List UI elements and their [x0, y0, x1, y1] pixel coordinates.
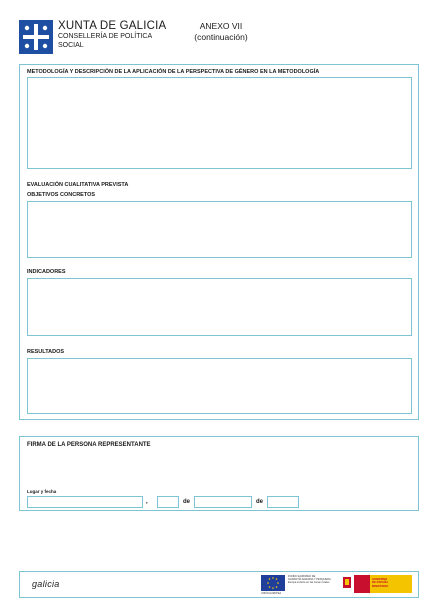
indicators-textarea[interactable]	[27, 278, 412, 336]
eu-text-line-1: FONDO EUROPEO DE	[288, 575, 316, 578]
org-name: XUNTA DE GALICIA	[58, 20, 167, 32]
xunta-logo-icon	[19, 20, 53, 54]
methodology-textarea[interactable]	[27, 77, 412, 169]
methodology-label: METODOLOGÍA Y DESCRIPCIÓN DE LA APLICACIÓN DE LA PERSPECTIVA DE GÉNERO EN LA METODOLOGÍA	[27, 69, 320, 75]
signature-section	[19, 436, 419, 511]
de-separator-2: de	[256, 499, 264, 505]
comma-separator: ,	[146, 499, 148, 505]
day-field[interactable]	[157, 496, 179, 508]
objectives-textarea[interactable]	[27, 201, 412, 258]
objectives-label: OBJETIVOS CONCRETOS	[27, 192, 96, 198]
eu-flag-icon	[261, 575, 285, 591]
galicia-logo: galicia	[32, 579, 60, 589]
main-form-section	[19, 64, 419, 420]
spain-flag-stripe	[354, 575, 370, 593]
eu-caption: UNIÓN EUROPEA	[261, 592, 282, 595]
signature-heading: FIRMA DE LA PERSONA REPRESENTANTE	[27, 442, 151, 448]
spain-government-logo	[354, 575, 412, 593]
results-label: RESULTADOS	[27, 349, 65, 355]
year-field[interactable]	[267, 496, 299, 508]
indicators-label: INDICADORES	[27, 269, 66, 275]
es-text-line-3: MINISTERIO	[372, 583, 389, 588]
spain-government-text	[372, 578, 388, 588]
results-textarea[interactable]	[27, 358, 412, 414]
org-sub-line-1: CONSELLERÍA DE POLÍTICA	[58, 33, 153, 40]
footer-logos	[19, 571, 419, 598]
annex-title-block	[190, 21, 252, 43]
eu-text-line-2: GARANTÍA AGRARIA Y PESQUERA	[288, 578, 331, 582]
annex-title: ANEXO VII	[199, 21, 243, 31]
spain-coat-of-arms-icon	[342, 575, 352, 591]
eu-fund-text	[288, 575, 340, 584]
evaluation-heading: EVALUACIÓN CUALITATIVA PREVISTA	[27, 182, 129, 188]
place-field[interactable]	[27, 496, 143, 508]
place-date-label: Lugar y fecha	[27, 489, 57, 494]
org-sub-line-2: SOCIAL	[58, 41, 84, 49]
annex-subtitle: (continuación)	[194, 32, 248, 42]
es-text-line-1: GOBIERNO	[372, 577, 388, 581]
organization-block	[58, 20, 166, 50]
de-separator-1: de	[183, 499, 191, 505]
es-text-line-2: DE ESPAÑA	[372, 580, 389, 585]
month-field[interactable]	[194, 496, 252, 508]
eu-text-line-3: Europa invierte en las zonas rurales	[288, 581, 330, 585]
